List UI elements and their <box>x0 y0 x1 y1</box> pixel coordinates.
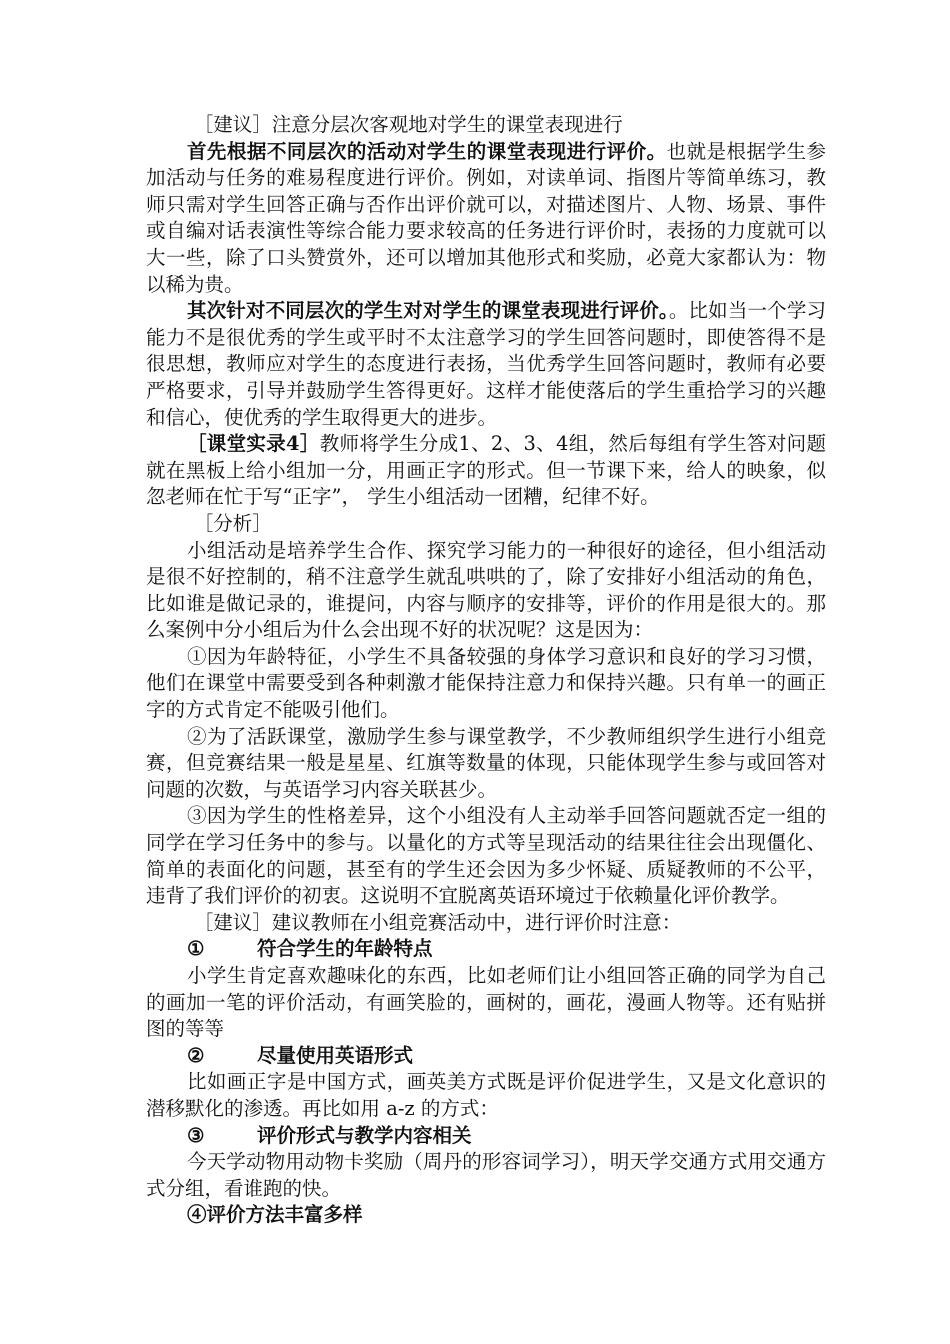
paragraph-second-evaluation <box>146 298 826 431</box>
suggestion-line-1: ［建议］注意分层次客观地对学生的课堂表现进行 <box>193 113 623 136</box>
suggestion-line-2: ［建议］建议教师在小组竞赛活动中，进行评价时注意： <box>193 910 682 934</box>
item-heading: 尽量使用英语形式 <box>256 1043 413 1067</box>
paragraph-item-3: 今天学动物用动物卡奖励（周丹的形容词学习），明天学交通方式用交通方式分组，看谁跑的快。 <box>146 1150 826 1200</box>
analysis-heading: ［分析］ <box>193 511 272 535</box>
paragraph-item-2: 比如画正字是中国方式，画英美方式既是评价促进学生，又是文化意识的潜移默化的渗透。再比如用 a-z 的方式： <box>146 1070 826 1120</box>
document-body <box>146 112 826 1229</box>
item-heading: 符合学生的年龄特点 <box>256 937 433 961</box>
item-number: ③ <box>186 1123 205 1147</box>
item-heading: ④评价方法丰富多样 <box>186 1203 363 1227</box>
reason-3: ③因为学生的性格差异，这个小组没有人主动举手回答问题就否定一组的同学在学习任务中的参与。以量化的方式等呈现活动的结果往往会出现僵化、简单的表面化的问题，甚至有的学生还会因为多少怀疑、质疑教师的不公平，违背了我们评价的初衷。这说明不宜脱离英语环境过于依赖量化评价教学。 <box>146 804 826 908</box>
bold-lead: 其次针对不同层次的学生对对学生的课堂表现进行评价。 <box>186 299 669 323</box>
paragraph-text: 也就是根据学生参加活动与任务的难易程度进行评价。例如，对读单词、指图片等简单练习，教师只需对学生回答正确与否作出评价就可以，对描述图片、人物、场景、事件或自编对话表演性等综合能力要求较高的任务进行评价时，表扬的力度就可以大一些，除了口头赞赏外，还可以增加其他形式和奖励，必竟大家都认为：物以稀为贵。 <box>146 139 826 296</box>
item-number: ① <box>186 937 205 961</box>
heading-item-2 <box>146 1043 826 1070</box>
bold-lead: 首先根据不同层次的活动对学生的课堂表现进行评价。 <box>186 139 667 163</box>
bold-lead: ［课堂实录4］ <box>186 432 320 456</box>
reason-1: ①因为年龄特征，小学生不具备较强的身体学习意识和良好的学习习惯，他们在课堂中需要受到各种刺激才能保持注意力和保持兴趣。只有单一的画正字的方式肯定不能吸引他们。 <box>146 644 826 722</box>
heading-item-3 <box>146 1123 826 1150</box>
reason-2: ②为了活跃课堂，激励学生参与课堂教学，不少教师组织学生进行小组竞赛，但竞赛结果一般是星星、红旗等数量的体现，只能体现学生参与或回答对问题的次数，与英语学习内容关联甚少。 <box>146 724 826 801</box>
paragraph-first-evaluation <box>146 139 826 299</box>
heading-item-1 <box>146 936 826 963</box>
paragraph-text: 教师将学生分成1、2、3、4组，然后每组有学生答对问题就在黑板上给小组加一分，用画正字的形式。但一节课下来，给人的映象，似忽老师在忙于写“正字”， 学生小组活动一团糟，纪律不好。 <box>146 432 826 509</box>
item-number: ② <box>186 1043 205 1067</box>
paragraph-text: 。比如当一个学习能力不是很优秀的学生或平时不太注意学习的学生回答问题时，即使答得不是很思想，教师应对学生的态度进行表扬，当优秀学生回答问题时，教师有必要严格要求，引导并鼓励学生答得更好。这样才能使落后的学生重拾学习的兴趣和信心，使优秀的学生取得更大的进步。 <box>146 299 826 429</box>
paragraph-classroom-record-4 <box>146 431 826 511</box>
paragraph-item-1: 小学生肯定喜欢趣味化的东西，比如老师们让小组回答正确的同学为自己的画加一笔的评价活动，有画笑脸的，画树的，画花，漫画人物等。还有贴拼图的等等 <box>146 964 826 1041</box>
paragraph-analysis: 小组活动是培养学生合作、探究学习能力的一种很好的途径，但小组活动是很不好控制的，稍不注意学生就乱哄哄的了，除了安排好小组活动的角色，比如谁是做记录的，谁提问，内容与顺序的安排等，评价的作用是很大的。那么案例中分小组后为什么会出现不好的状况呢？这是因为： <box>146 538 826 642</box>
heading-item-4 <box>146 1202 826 1229</box>
item-heading: 评价形式与教学内容相关 <box>256 1123 472 1147</box>
